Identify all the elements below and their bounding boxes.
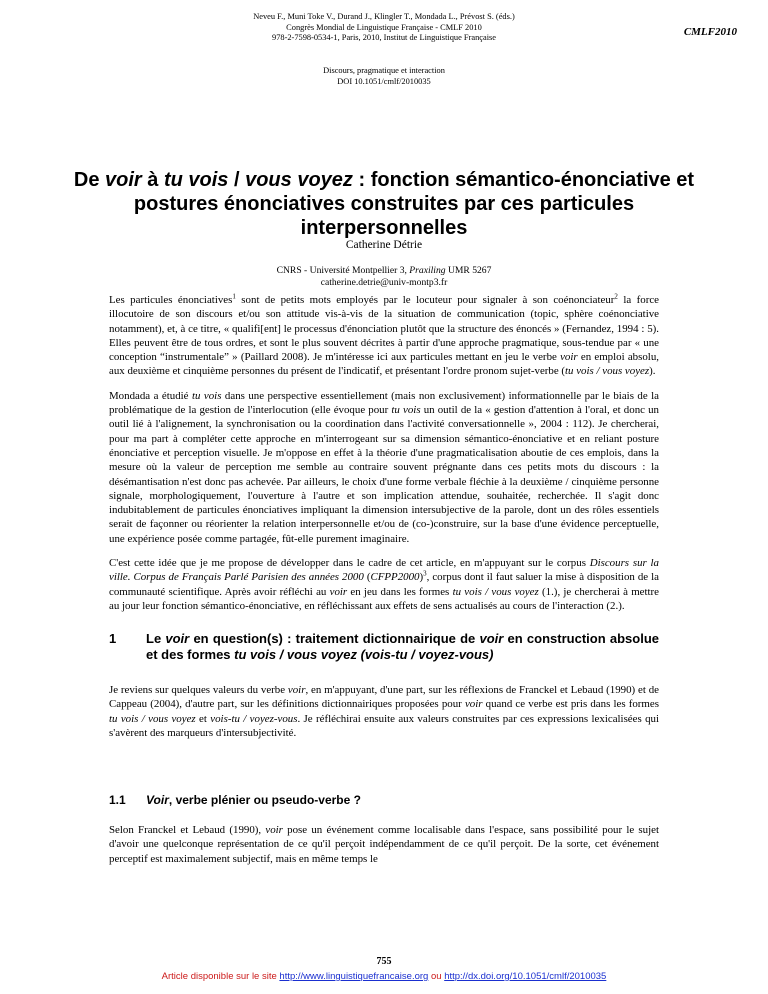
congress-line: Congrès Mondial de Linguistique Française - CMLF 2010	[286, 22, 482, 32]
paragraph: Selon Franckel et Lebaud (1990), voir pose un événement comme localisable dans l'espace, sans possibilité pour le sujet d'avoir une quelconque représentation de ce qu'il perçoit indépendamment de ce qu'il perçoit. De la sorte, cet événement perceptif est maximalement subjectif, mais en même temps le	[109, 824, 659, 865]
footnote-ref: 1	[232, 292, 236, 301]
subsection-title: Voir, verbe plénier ou pseudo-verbe ?	[146, 793, 361, 807]
doi-line: DOI 10.1051/cmlf/2010035	[337, 76, 431, 86]
affiliation-line: CNRS - Université Montpellier 3, Praxiling UMR 5267	[276, 265, 492, 276]
title-text: De	[73, 169, 106, 191]
title-text: /	[228, 169, 246, 191]
paragraph: Mondada a étudié tu vois dans une perspective essentiellement (mais non exclusivement) informationnelle par le biais de la problématique de la gestion de l'interlocution (elle évoque pour tu vois un outil de la « gestion d'attention à l'oral, et donc un outil lié à l'alignement, la synchronisation ou la coordination dans l'activité conversationnelle », 2004 : 112). Je chercherai, pour ma part à compléter cette approche en m'interrogeant sur sa dimension sémantico-énonciative et en reliant posture énonciative et perception visuelle. Je m'oppose en effet à la théorie d'une pragmaticalisation aboutie de ces emplois, dans la mesure où la valeur de perception me semble au contraire souvent prégnante dans ces petits mots du discours : la désémantisation n'est donc pas achevée. Par ailleurs, le choix d'une forme verbale fléchie à la deuxième / cinquième personne signale, morphologiquement, l'ouverture à l'autre et son implication attendue, souhaitée, recherchée. Il s'agit donc indubitablement de particules énonciatives impliquant la dimension intersubjective de la parole, dont un des rôles essentiels serait de façonner ou réorienter la relation interpersonnelle et/ou de (co-)construire, sur la base d'une évidence perceptuelle, une expérience posée comme partagée, fût-elle purement imaginaire.	[109, 389, 659, 545]
paper-title	[60, 168, 708, 240]
subsection-number: 1.1	[109, 793, 126, 807]
author-email: catherine.detrie@univ-montp3.fr	[320, 277, 448, 288]
publication-header	[0, 12, 768, 44]
section-header	[0, 66, 768, 87]
isbn-line: 978-2-7598-0534-1, Paris, 2010, Institut de Linguistique Française	[272, 33, 496, 43]
title-italic: voir	[105, 169, 142, 191]
site-link[interactable]: http://www.linguistiquefrancaise.org	[279, 971, 429, 982]
editors-line: Neveu F., Muni Toke V., Durand J., Klingler T., Mondada L., Prévost S. (éds.)	[253, 12, 515, 21]
conference-tag: CMLF2010	[683, 26, 737, 38]
subsection-body	[109, 823, 659, 876]
thematic-section: Discours, pragmatique et interaction	[323, 66, 445, 75]
doi-link[interactable]: http://dx.doi.org/10.1051/cmlf/2010035	[444, 971, 607, 982]
page-number: 755	[376, 956, 392, 967]
section-number: 1	[109, 631, 117, 646]
paragraph: Les particules énonciatives$^1$ sont de petits mots employés par le locuteur pour signaler à son coénonciateur$^2$ la force illocutoire de son discours et/ou son attitude vis-à-vis de la situation de communication (topic, sphère coénonciative notamment), et, à ce titre, « qualifi[ent] le processus d'énonciation plutôt que la structure des énoncés » (Fernandez, 1994 : 5). Elles peuvent être de tous ordres, et sont le plus souvent décrites à partir d'une approche pragmatique, sous-tendue par « une conception “instrumentale” » (Paillard 2008). Je m'intéresse ici aux particules mettant en jeu le verbe voir en emploi absolu, aux deuxième et cinquième personnes du présent de l'indicatif, et présentant l'ordre pronom sujet-verbe (tu vois / vous voyez).	[109, 292, 660, 378]
footnote-ref: 3	[423, 569, 427, 578]
paragraph: Je reviens sur quelques valeurs du verbe voir, en m'appuyant, d'une part, sur les réflexions de Franckel et Lebaud (1990) et de Cappeau (2004), d'autre part, sur les définitions dictionnairiques proposées pour voir quand ce verbe est pris dans les formes tu vois / vous voyez et vois-tu / voyez-vous. Je réfléchirai ensuite aux valeurs construites par ces expressions lexicalisées qui s'avèrent des marqueurs d'intersubjectivité.	[109, 684, 660, 739]
title-text: à	[141, 169, 164, 191]
section-body	[109, 683, 659, 750]
title-italic: vous voyez	[245, 169, 353, 191]
author-name: Catherine Détrie	[345, 239, 423, 251]
title-text: : fonction sémantico-énonciative et postures énonciatives construites par ces particules interpersonnelles	[133, 169, 695, 239]
title-italic: tu vois	[163, 169, 229, 191]
subsection-heading	[109, 793, 659, 808]
affiliation	[0, 265, 768, 289]
availability-footer: Article disponible sur le site http://www.linguistiquefrancaise.org ou http://dx.doi.org/10.1051/cmlf/2010035	[161, 971, 607, 982]
section-heading	[109, 631, 659, 663]
section-title: Le voir en question(s) : traitement dictionnairique de voir en construction absolue et des formes tu vois / vous voyez (vois-tu / voyez-vous)	[146, 631, 659, 662]
paragraph: C'est cette idée que je me propose de développer dans le cadre de cet article, en m'appuyant sur le corpus Discours sur la ville. Corpus de Français Parlé Parisien des années 2000 (CFPP2000)$^3$, corpus dont il faut saluer la mise à disposition de la communauté scientifique. Après avoir réfléchi au voir en jeu dans les formes tu vois / vous voyez (1.), je chercherai à mettre au jour leur fonction sémantico-énonciative, en réfléchissant aux effets de sens actualisés au cours de l'interaction (2.).	[109, 557, 660, 612]
introduction	[109, 293, 659, 623]
footnote-ref: 2	[614, 292, 618, 301]
